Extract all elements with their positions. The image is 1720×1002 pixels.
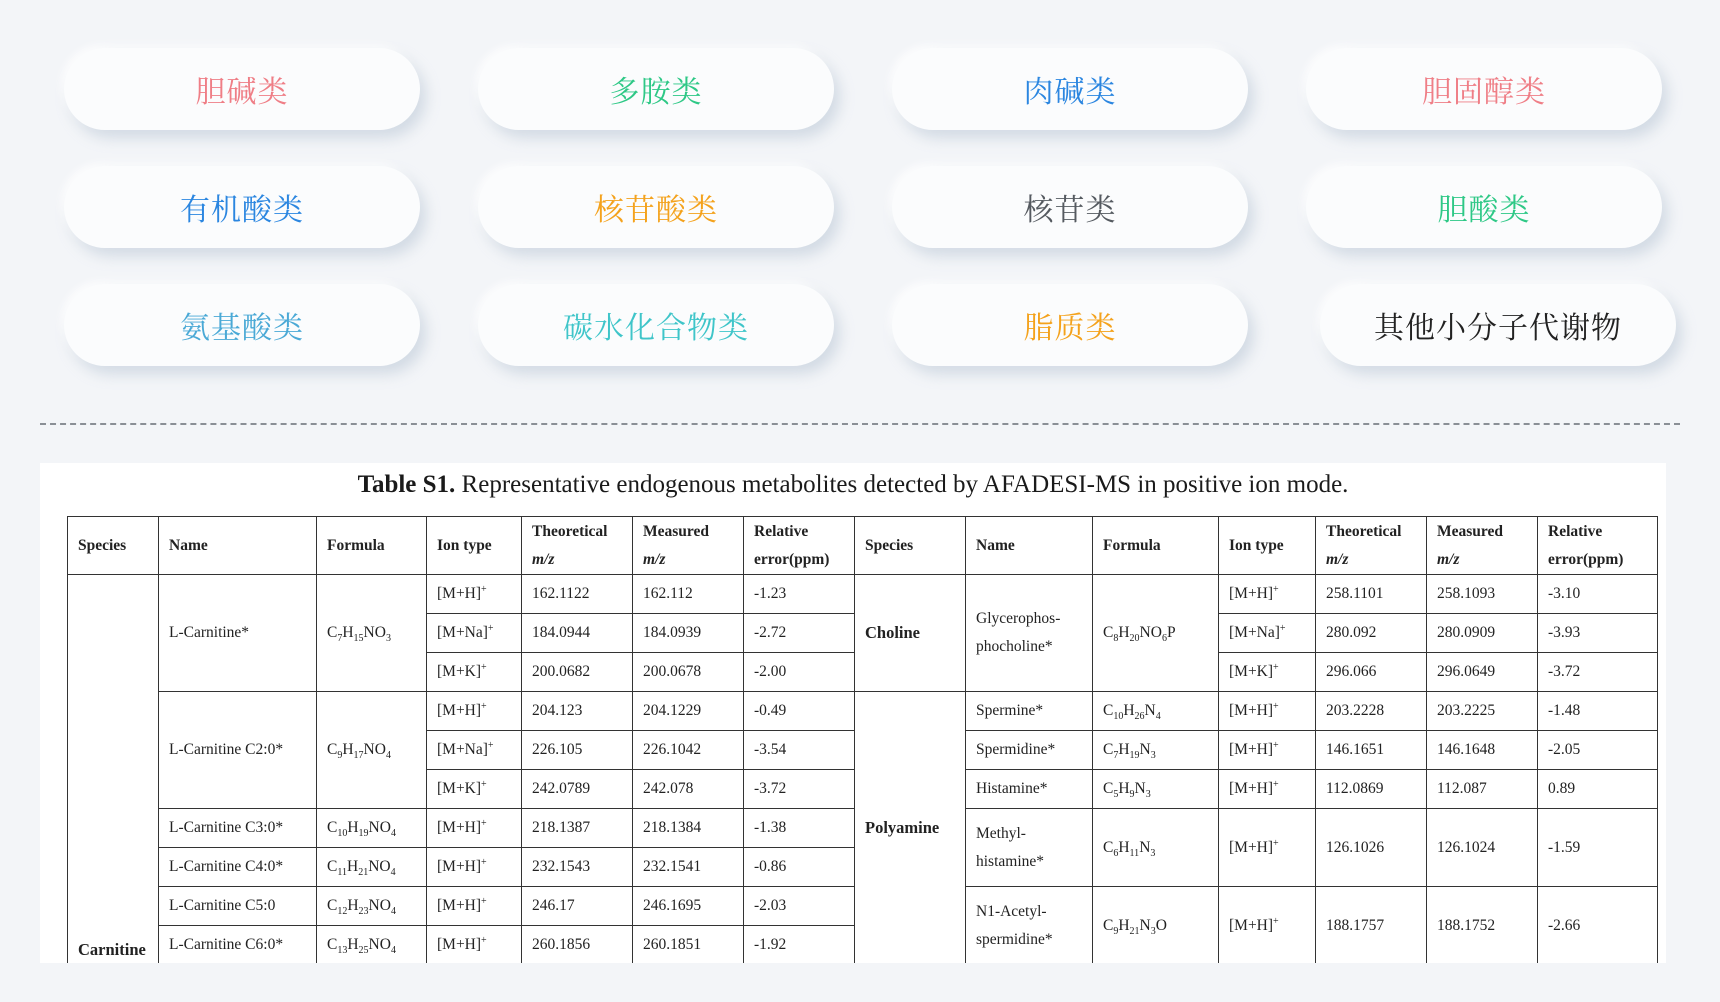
value-cell: 203.2225 [1427, 692, 1538, 731]
name-cell: Glycerophos- phocholine* [966, 575, 1093, 692]
name-cell: L-Carnitine C3:0* [159, 809, 317, 848]
ion-cell: [M+H]+ [427, 848, 522, 887]
dashed-divider [40, 423, 1680, 425]
ion-cell: [M+H]+ [427, 692, 522, 731]
ion-cell: [M+H]+ [1219, 809, 1316, 887]
value-cell: 146.1648 [1427, 731, 1538, 770]
name-cell: L-Carnitine C4:0* [159, 848, 317, 887]
header-cell: Formula [317, 517, 427, 575]
ion-cell: [M+H]+ [1219, 887, 1316, 964]
value-cell: 200.0678 [633, 653, 744, 692]
name-cell: Spermine* [966, 692, 1093, 731]
species-cell: Polyamine [855, 692, 966, 964]
value-cell: -3.54 [744, 731, 855, 770]
species-cell: Carnitine [68, 575, 159, 964]
header-cell: Name [159, 517, 317, 575]
table-caption-text: Representative endogenous metabolites detected by AFADESI-MS in positive ion mode. [455, 471, 1349, 498]
value-cell: 112.087 [1427, 770, 1538, 809]
value-cell: -2.03 [744, 887, 855, 926]
formula-cell: $C_8H_{20}NO_6P$ [1093, 575, 1219, 692]
formula-cell: $C_7H_{15}NO_3$ [317, 575, 427, 692]
value-cell: -3.72 [744, 770, 855, 809]
table-image [40, 463, 1666, 963]
table-header-row [68, 517, 1658, 575]
category-pill-carnitine[interactable] [892, 48, 1248, 130]
value-cell: -3.10 [1538, 575, 1658, 614]
value-cell: 200.0682 [522, 653, 633, 692]
value-cell: 258.1101 [1316, 575, 1427, 614]
category-label: 肉碱类 [1023, 75, 1117, 110]
value-cell: 280.0909 [1427, 614, 1538, 653]
value-cell: 226.105 [522, 731, 633, 770]
category-pill-amino-acid[interactable] [64, 284, 420, 366]
name-cell: Spermidine* [966, 731, 1093, 770]
name-cell: L-Carnitine* [159, 575, 317, 692]
header-cell: Ion type [1219, 517, 1316, 575]
header-cell: Theoretical m/z [1316, 517, 1427, 575]
category-label: 碳水化合物类 [563, 311, 749, 346]
ion-cell: [M+K]+ [427, 770, 522, 809]
ion-cell: [M+Na]+ [1219, 614, 1316, 653]
value-cell: 126.1026 [1316, 809, 1427, 887]
value-cell: 232.1541 [633, 848, 744, 887]
category-pill-bile-acid[interactable] [1306, 166, 1662, 248]
value-cell: 226.1042 [633, 731, 744, 770]
header-cell: Measured m/z [1427, 517, 1538, 575]
value-cell: -0.86 [744, 848, 855, 887]
value-cell: 146.1651 [1316, 731, 1427, 770]
formula-cell: $C_7H_{19}N_3$ [1093, 731, 1219, 770]
name-cell: N1-Acetyl- spermidine* [966, 887, 1093, 964]
category-label: 脂质类 [1023, 311, 1117, 346]
header-cell: Name [966, 517, 1093, 575]
category-label: 有机酸类 [180, 193, 304, 228]
table-caption-number: Table S1. [357, 471, 456, 498]
value-cell: 296.0649 [1427, 653, 1538, 692]
category-label: 胆酸类 [1437, 193, 1531, 228]
formula-cell: $C_{10}H_{26}N_4$ [1093, 692, 1219, 731]
header-cell: Relative error(ppm) [744, 517, 855, 575]
category-pill-organic-acid[interactable] [64, 166, 420, 248]
value-cell: 242.0789 [522, 770, 633, 809]
formula-cell: $C_9H_{17}NO_4$ [317, 692, 427, 809]
category-label: 胆固醇类 [1422, 75, 1546, 110]
value-cell: 242.078 [633, 770, 744, 809]
value-cell: 162.112 [633, 575, 744, 614]
ion-cell: [M+H]+ [427, 809, 522, 848]
category-label: 核苷酸类 [594, 193, 718, 228]
value-cell: 204.123 [522, 692, 633, 731]
value-cell: -1.38 [744, 809, 855, 848]
category-pill-nucleotide[interactable] [478, 166, 834, 248]
value-cell: 280.092 [1316, 614, 1427, 653]
name-cell: Histamine* [966, 770, 1093, 809]
ion-cell: [M+H]+ [1219, 692, 1316, 731]
name-cell: L-Carnitine C6:0* [159, 926, 317, 964]
header-cell: Species [68, 517, 159, 575]
category-label: 核苷类 [1023, 193, 1117, 228]
category-pill-cholesterol[interactable] [1306, 48, 1662, 130]
header-cell: Theoretical m/z [522, 517, 633, 575]
name-cell: L-Carnitine C2:0* [159, 692, 317, 809]
value-cell: 126.1024 [1427, 809, 1538, 887]
value-cell: 296.066 [1316, 653, 1427, 692]
value-cell: -2.05 [1538, 731, 1658, 770]
value-cell: -2.66 [1538, 887, 1658, 964]
formula-cell: $C_{12}H_{23}NO_4$ [317, 887, 427, 926]
value-cell: -3.93 [1538, 614, 1658, 653]
category-grid [64, 48, 1674, 378]
header-cell: Relative error(ppm) [1538, 517, 1658, 575]
ion-cell: [M+H]+ [1219, 575, 1316, 614]
value-cell: 246.1695 [633, 887, 744, 926]
category-label: 其他小分子代谢物 [1374, 311, 1622, 346]
value-cell: 184.0944 [522, 614, 633, 653]
header-cell: Measured m/z [633, 517, 744, 575]
formula-cell: $C_9H_{21}N_3O$ [1093, 887, 1219, 964]
value-cell: 162.1122 [522, 575, 633, 614]
value-cell: -1.48 [1538, 692, 1658, 731]
value-cell: 260.1851 [633, 926, 744, 964]
formula-cell: $C_6H_{11}N_3$ [1093, 809, 1219, 887]
value-cell: -2.72 [744, 614, 855, 653]
value-cell: 184.0939 [633, 614, 744, 653]
formula-cell: $C_{13}H_{25}NO_4$ [317, 926, 427, 964]
value-cell: 112.0869 [1316, 770, 1427, 809]
value-cell: 188.1752 [1427, 887, 1538, 964]
formula-cell: $C_5H_9N_3$ [1093, 770, 1219, 809]
ion-cell: [M+H]+ [1219, 731, 1316, 770]
table-caption [40, 471, 1666, 499]
category-label: 胆碱类 [195, 75, 289, 110]
value-cell: 218.1387 [522, 809, 633, 848]
value-cell: 203.2228 [1316, 692, 1427, 731]
category-pill-carbohydrate[interactable] [478, 284, 834, 366]
ion-cell: [M+H]+ [427, 926, 522, 964]
formula-cell: $C_{10}H_{19}NO_4$ [317, 809, 427, 848]
species-cell: Choline [855, 575, 966, 692]
header-cell: Formula [1093, 517, 1219, 575]
category-label: 多胺类 [609, 75, 703, 110]
ion-cell: [M+H]+ [427, 887, 522, 926]
header-cell: Ion type [427, 517, 522, 575]
ion-cell: [M+Na]+ [427, 614, 522, 653]
formula-cell: $C_{11}H_{21}NO_4$ [317, 848, 427, 887]
name-cell: Methyl- histamine* [966, 809, 1093, 887]
value-cell: -3.72 [1538, 653, 1658, 692]
ion-cell: [M+K]+ [1219, 653, 1316, 692]
category-label: 氨基酸类 [180, 311, 304, 346]
category-pill-lipid[interactable] [892, 284, 1248, 366]
value-cell: -2.00 [744, 653, 855, 692]
value-cell: 258.1093 [1427, 575, 1538, 614]
metabolite-table [67, 516, 1658, 963]
category-pill-nucleoside[interactable] [892, 166, 1248, 248]
table-row [68, 692, 1658, 731]
value-cell: 246.17 [522, 887, 633, 926]
ion-cell: [M+Na]+ [427, 731, 522, 770]
value-cell: -0.49 [744, 692, 855, 731]
ion-cell: [M+K]+ [427, 653, 522, 692]
value-cell: 0.89 [1538, 770, 1658, 809]
value-cell: 218.1384 [633, 809, 744, 848]
value-cell: 188.1757 [1316, 887, 1427, 964]
value-cell: -1.59 [1538, 809, 1658, 887]
table-row [68, 575, 1658, 614]
header-cell: Species [855, 517, 966, 575]
value-cell: -1.23 [744, 575, 855, 614]
value-cell: 232.1543 [522, 848, 633, 887]
value-cell: 260.1856 [522, 926, 633, 964]
ion-cell: [M+H]+ [1219, 770, 1316, 809]
value-cell: 204.1229 [633, 692, 744, 731]
category-pill-polyamine[interactable] [478, 48, 834, 130]
value-cell: -1.92 [744, 926, 855, 964]
category-pill-other-metabolites[interactable] [1320, 284, 1676, 366]
category-pill-choline[interactable] [64, 48, 420, 130]
name-cell: L-Carnitine C5:0 [159, 887, 317, 926]
ion-cell: [M+H]+ [427, 575, 522, 614]
